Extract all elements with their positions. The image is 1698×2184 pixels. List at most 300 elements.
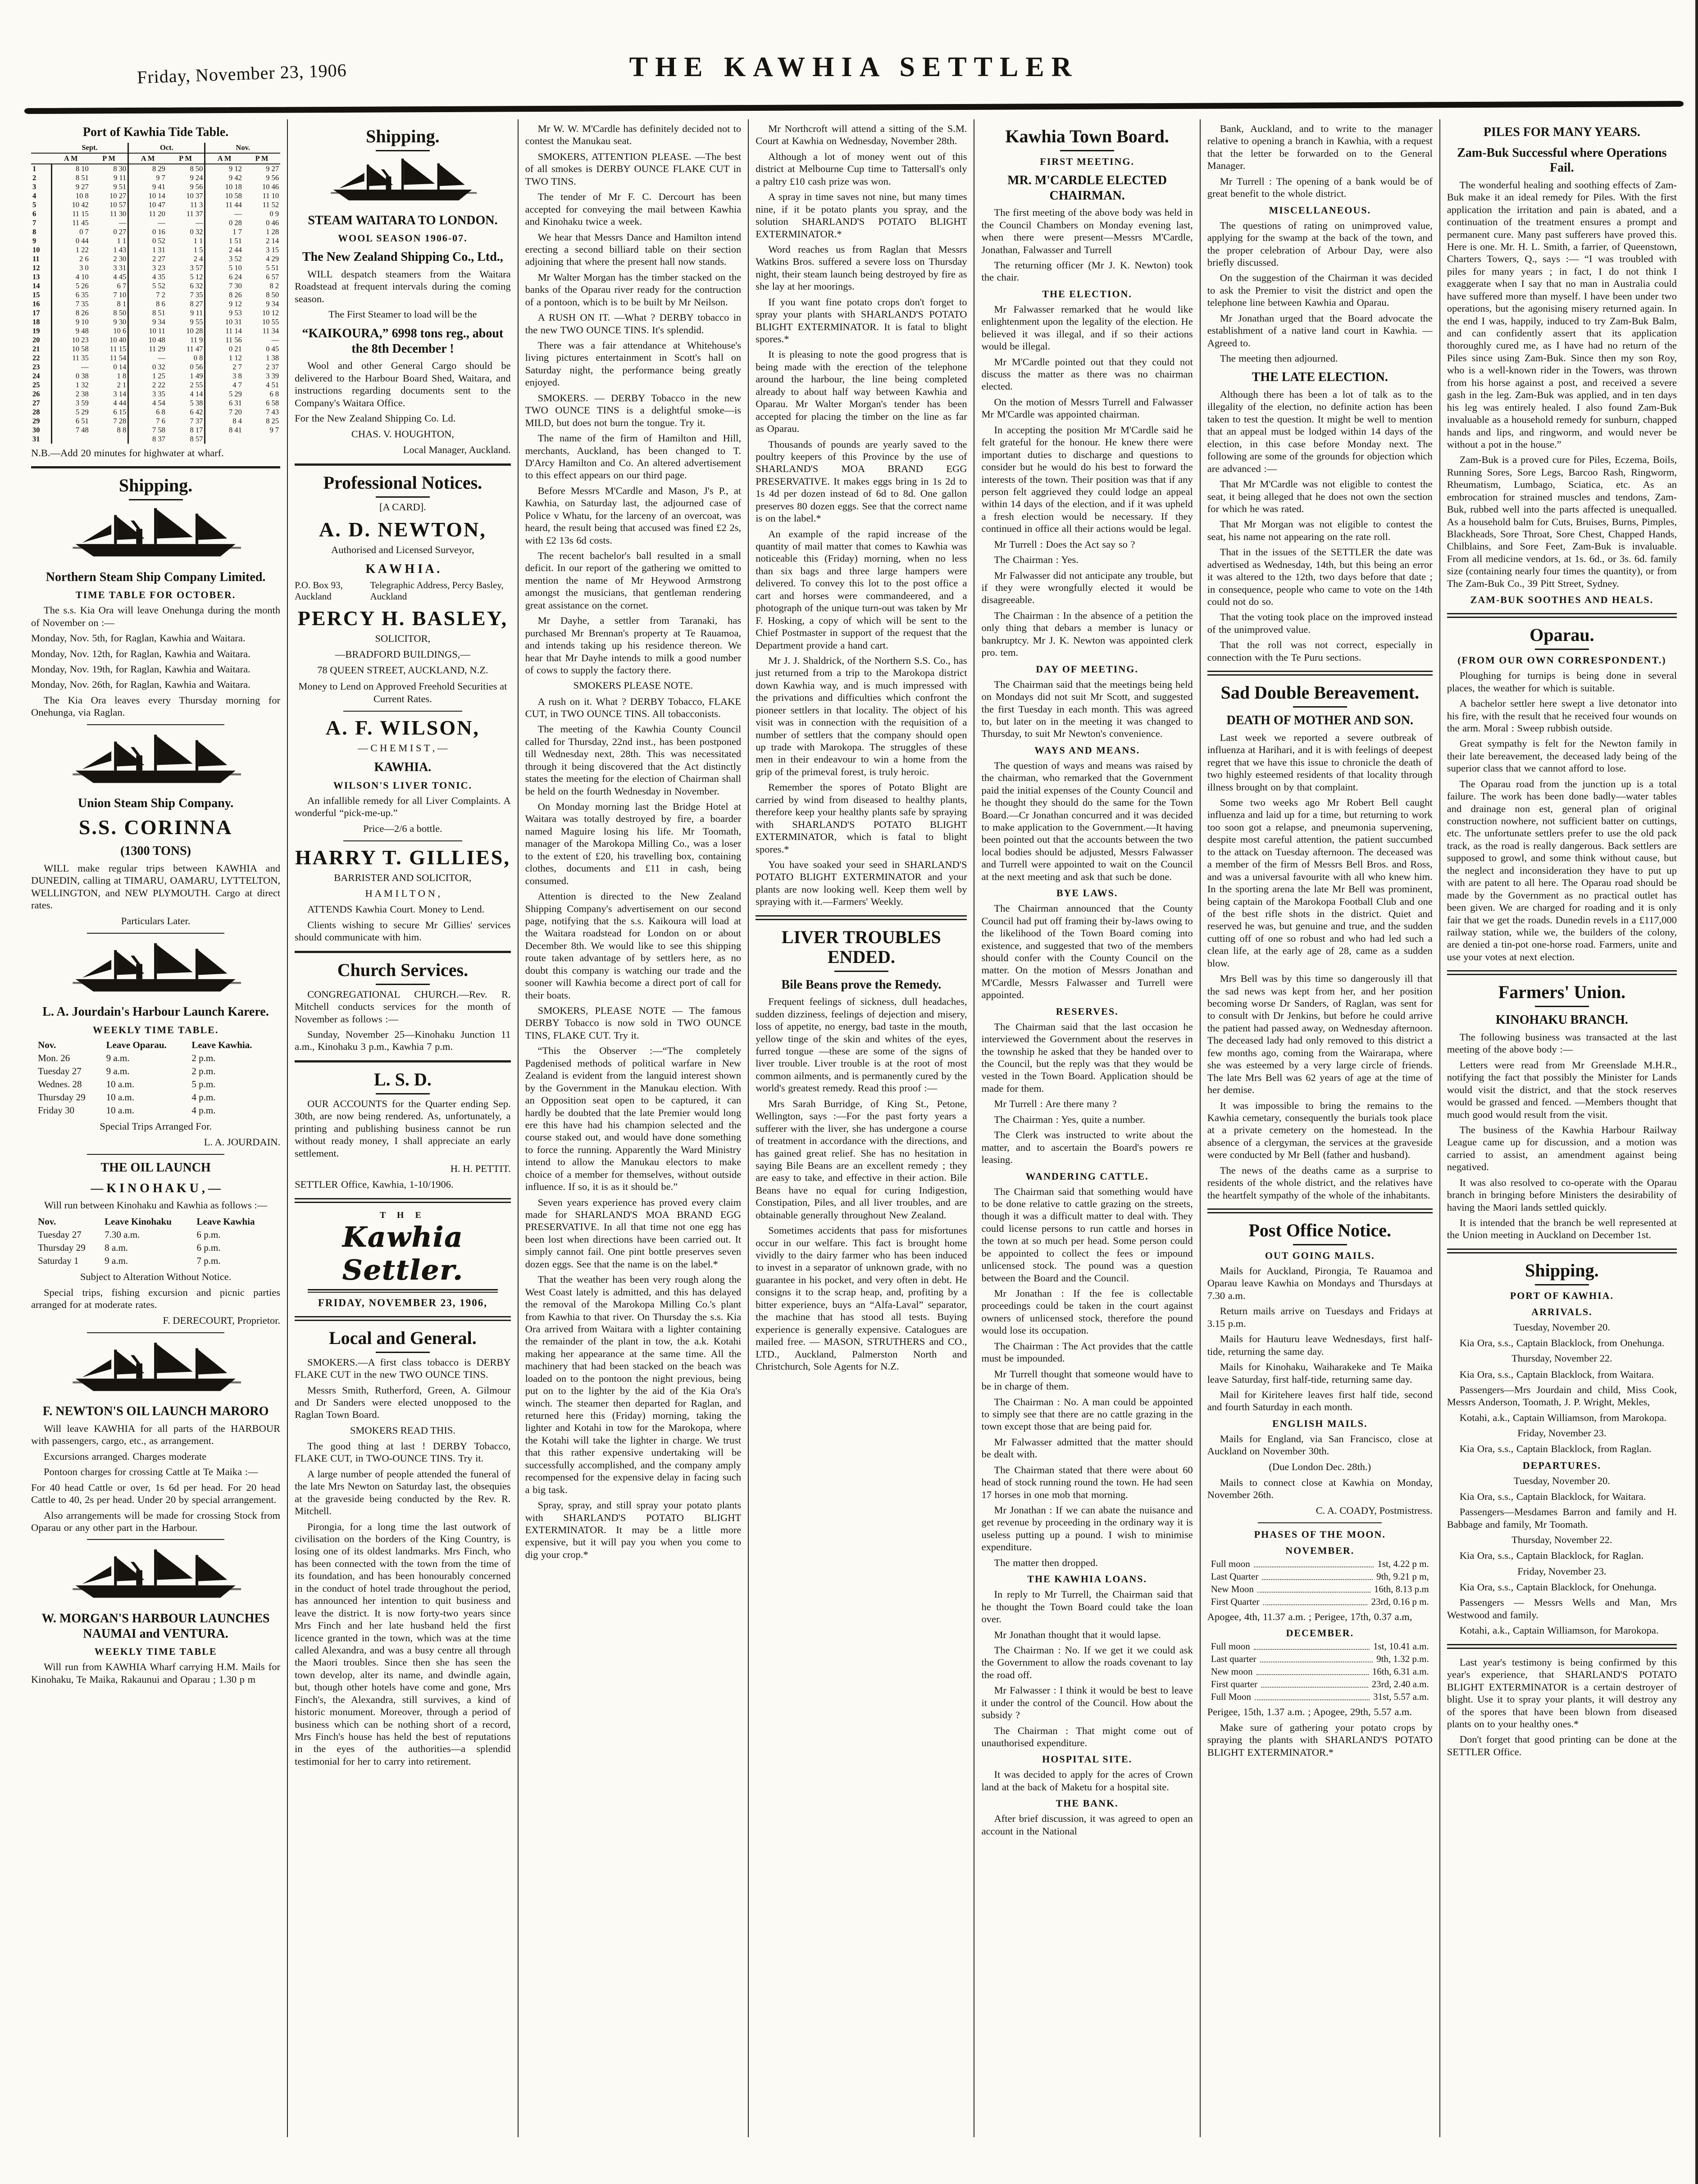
centered-line: The First Steamer to load will be the xyxy=(328,309,477,320)
tide-time: 6 8 xyxy=(128,408,167,417)
tide-time: 11 9 xyxy=(190,335,203,344)
tide-day: 16 xyxy=(32,299,40,308)
leader-dots xyxy=(1257,1592,1370,1593)
tide-day: 21 xyxy=(32,344,40,353)
tide-ampm: A M xyxy=(128,153,167,164)
tide-time: 3 59 xyxy=(52,399,90,408)
article-paragraph: Monday, Nov. 26th, for Raglan, Kawhia and Waitara. xyxy=(31,679,250,690)
centered-line: SMOKERS READ THIS. xyxy=(350,1424,455,1436)
article-paragraph: Don't forget that good printing can be done at the SETTLER Office. xyxy=(1447,1734,1677,1757)
tide-row xyxy=(31,272,280,282)
tide-time: 3 31 xyxy=(113,263,127,272)
masthead-name: Kawhia Settler. xyxy=(342,1220,464,1286)
centered-line: Money to Lend on Approved Freehold Securities at Current Rates. xyxy=(298,680,507,704)
article-paragraph: Ploughing for turnips is being done in several places, the weather for which is suitable. xyxy=(1447,670,1677,694)
tide-time: 3 52 xyxy=(205,254,243,263)
divider-rule xyxy=(31,466,280,468)
article-paragraph: The wonderful healing and soothing effects of Zam-Buk make it an ideal remedy for Piles. With the first application the irritation and pain is abated, and a continuation of the treatment ensures a prompt and permanent cure. Many past sufferers have proved this. Here is one. Mr. H. L. Smith, a farrier, of Queenstown, Charters Towers, Q., says :— “I was troubled with piles for many years ; in fact, I do not think I exaggerate when I say that no man in Australia could have suffered more than myself. I have been under two operations, but the agonising misery returned again. In the end I was, happily, induced to try Zam-Buk Balm, and can confidently assert that its application thoroughly cured me, as I have had no return of the Piles since using Zam-Buk. Since then my son Roy, who is a well-known rider in the Towers, was thrown from his horse against a post, and received a severe gash in the leg. Zam-Buk was applied, and in ten days his leg was entirely healed. I also found Zam-Buk invaluable as a household remedy for sunburn, chapped hands and lips, and ringworm, and would never be without a pot in the house.” xyxy=(1447,179,1677,450)
tide-time: 11 15 xyxy=(109,344,127,353)
divider-rule xyxy=(343,711,462,712)
tide-time: 10 40 xyxy=(109,335,127,344)
tide-time: 0 21 xyxy=(205,345,243,354)
article-paragraph: The Chairman : No. If we get it we could ask the Government to allow the roads covenant to lay the road off. xyxy=(981,1644,1193,1680)
article-paragraph: Kia Ora, s.s., Captain Blacklock, for Raglan. xyxy=(1459,1550,1644,1562)
tide-time: 10 18 xyxy=(205,182,243,191)
moon-phase-label: New moon xyxy=(1211,1666,1253,1677)
article-paragraph: Mail for Kiritehere leaves first half tide, second and fourth Saturday in each month. xyxy=(1207,1389,1433,1413)
moon-phase-time: 31st, 5.57 a.m. xyxy=(1373,1691,1429,1703)
tide-time: 5 26 xyxy=(52,282,90,291)
tide-day: 26 xyxy=(32,389,40,398)
tide-time: 11 37 xyxy=(186,209,203,218)
article-paragraph: The Chairman : In the absence of a petition the only thing that debars a member is lunacy or bankruptcy. Mr J. K. Newton was appointed clerk pro. tem. xyxy=(981,609,1193,658)
article-subheading: PILES FOR MANY YEARS. xyxy=(1483,125,1640,139)
article-paragraph: There was a fair attendance at Whitehouse's living pictures entertainment in Scott's hall on Saturday night, the performance being greatly enjoyed. xyxy=(525,340,742,388)
article-heading: Post Office Notice. xyxy=(1207,1221,1433,1245)
article-paragraph: The matter then dropped. xyxy=(994,1557,1098,1568)
tide-time: 3 57 xyxy=(190,263,203,272)
tide-time: 0 7 xyxy=(52,227,90,236)
article-paragraph: Kia Ora, s.s., Captain Blacklock, from Raglan. xyxy=(1459,1443,1652,1455)
article-heading: Local and General. xyxy=(295,1328,511,1353)
tide-time: 3 8 xyxy=(205,372,243,381)
timetable-cell: 5 p.m. xyxy=(191,1079,216,1090)
tide-time: 6 7 xyxy=(117,281,127,290)
tide-row xyxy=(31,363,280,372)
article-paragraph: Mr Falwasser remarked that he would like enlightenment upon the legality of the election. He believed it was illegal, and if so their actions would be illegal. xyxy=(981,303,1193,352)
article-paragraph: The Chairman : That might come out of unauthorised expenditure. xyxy=(981,1725,1193,1748)
tide-day: 12 xyxy=(32,263,40,272)
tide-time: 5 12 xyxy=(190,272,203,281)
moon-phase-row xyxy=(1211,1641,1429,1652)
article-paragraph: In accepting the position Mr M'Cardle said he felt grateful for the honour. He knew there were important duties to discharge and questions to consider but he would do his best to forward the interests of the town. Their position was that if any person felt aggrieved they could lodge an appeal within 14 days of the election, and if it was upheld a fresh election would be necessary. If they continued in office all their actions would be legal. xyxy=(981,424,1193,535)
article-paragraph: The Chairman announced that the County Council had put off framing their by-laws owing to the likelihood of the Town Board coming into existence, and suggested that two of the members should confer with the County Council on the matter. On the motion of Messrs Jonathan and M'Cardle, Messrs Falwasser and Turrell were appointed. xyxy=(981,903,1193,1001)
tide-row xyxy=(31,218,280,227)
tide-time: 11 45 xyxy=(52,218,90,227)
article-subheading: Zam-Buk Successful where Operations Fail. xyxy=(1457,145,1667,175)
timetable-header-cell: Leave Kawhia. xyxy=(191,1040,252,1051)
moon-phase-label: Full moon xyxy=(1211,1558,1250,1569)
article-paragraph: The question of ways and means was raised by the chairman, who remarked that the Government paid the initial expenses of the County Council and he thought they should do the same for the Town Board.—Cr Jonathan concurred and it was decided to make application to the Government.—It having been pointed out that the accounts between the two local bodies should be adjusted, Messrs Falwasser and Turrell were appointed to wait on the Council at the next meeting and ask that such be done. xyxy=(981,759,1193,882)
masthead-rule xyxy=(308,1289,498,1293)
article-paragraph: The s.s. Kia Ora will leave Onehunga during the month of November on :— xyxy=(31,604,281,628)
article-paragraph: The recent bachelor's ball resulted in a small deficit. In our report of the gathering we omitted to mention the name of Mr Heywood Armstrong amongst the musicians, that gentleman rendering great assistance on the cornet. xyxy=(525,550,742,611)
timetable-cell: 10 a.m. xyxy=(106,1079,135,1090)
moon-phase-time: 9th, 1.32 p.m. xyxy=(1376,1653,1429,1665)
article-subheading: The New Zealand Shipping Co., Ltd., xyxy=(302,250,503,264)
article-paragraph: ATTENDS Kawhia Court. Money to Lend. xyxy=(307,904,485,915)
tide-time: 4 54 xyxy=(128,399,167,408)
article-paragraph: Mails to connect close at Kawhia on Monday, November 26th. xyxy=(1207,1476,1433,1501)
tide-day: 23 xyxy=(32,362,40,371)
article-paragraph: Monday, Nov. 5th, for Raglan, Kawhia and Waitara. xyxy=(31,632,246,644)
tide-time: 7 2 xyxy=(128,291,167,300)
article-paragraph: Perigee, 15th, 1.37 a.m. ; Apogee, 29th, 5.57 a.m. xyxy=(1207,1706,1412,1718)
article-paragraph: That in the issues of the SETTLER the date was advertised as Wednesday, 14th, but this being an error it was altered to the 12th, two days before that date ; in consequence, people who came to vote on the 14th could not do so. xyxy=(1207,546,1433,608)
tide-time: 0 46 xyxy=(266,218,279,227)
tide-time: 8 41 xyxy=(205,426,243,435)
tide-time: 8 26 xyxy=(52,309,90,318)
article-paragraph: Last week we reported a severe outbreak of influenza at Harihari, and it is with feelings of deepest regret that we have this issue to chronicle the death of two highly esteemed residents of that locality through illness brought on by that complaint. xyxy=(1207,731,1433,793)
tide-row xyxy=(31,345,280,354)
tide-ampm: P M xyxy=(243,153,280,164)
section-subhead: WILSON'S LIVER TONIC. xyxy=(333,779,473,791)
article-subheading: KINOHAKU BRANCH. xyxy=(1495,1013,1628,1027)
tide-time: 10 46 xyxy=(262,182,279,191)
timetable-cell: 7.30 a.m. xyxy=(105,1229,140,1240)
tide-time: 8 30 xyxy=(113,164,127,173)
tide-time: 0 16 xyxy=(128,227,167,236)
timetable-cell: Thursday 29 xyxy=(38,1092,86,1103)
article-paragraph: SMOKERS.—A first class tobacco is DERBY FLAKE CUT in the new TWO OUNCE TINS. xyxy=(295,1356,511,1380)
tide-row xyxy=(31,309,280,318)
tide-time: 2 27 xyxy=(128,254,167,263)
article-paragraph: The Chairman said that the meetings being held on Mondays did not suit Mr Scott, and suggested the first Tuesday in each month. This was agreed to, but later on in the meeting it was changed to Thursday, to suit Mr Newton's convenience. xyxy=(981,678,1193,740)
article-paragraph: Messrs Smith, Rutherford, Green, A. Gilmour and Dr Sanders were elected unopposed to the Raglan Town Board. xyxy=(295,1384,511,1421)
tide-time: 10 8 xyxy=(52,191,90,200)
tide-time: 1 22 xyxy=(52,245,90,254)
article-paragraph: Kia Ora, s.s., Captain Blacklock, for Onehunga. xyxy=(1459,1581,1657,1593)
article-paragraph: Zam-Buk is a proved cure for Piles, Eczema, Boils, Running Sores, Sore Legs, Barcoo Rash, Ringworm, Rheumatism, Lumbago, Sciatica, etc. As an embrocation for strained muscles and tendons, Zam-Buk, rubbed well into the parts affected is unequalled. As a household balm for Cuts, Bruises, Burns, Pimples, Blackheads, Sore Throat, Sore Chest, Chapped Hands, Chilblains, and Sore Feet, Zam-Buk is invaluable. From all medicine vendors, at 1s. 6d., or 3s. 6d. family size (containing nearly four times the quantity), or from The Zam-Buk Co., 39 Pitt Street, Sydney. xyxy=(1447,454,1677,589)
article-subheading: Northern Steam Ship Company Limited. xyxy=(46,570,266,584)
tide-time: 0 8 xyxy=(193,353,203,362)
timetable-header-cell: Leave Oparau. xyxy=(106,1040,167,1051)
tide-time: 10 6 xyxy=(113,326,127,335)
tide-time: 5 51 xyxy=(266,263,279,272)
tide-row xyxy=(31,399,280,408)
article-paragraph: The good thing at last ! DERBY Tobacco, FLAKE CUT, in TWO-OUNCE TINS. Try it. xyxy=(295,1440,511,1464)
tide-time: 1 1 xyxy=(193,236,203,245)
signature-line: Local Manager, Auckland. xyxy=(403,444,511,455)
article-paragraph: Thousands of pounds are yearly saved to the poultry keepers of this Province by the use of SHARLAND'S MOA BRAND EGG PRESERVATIVE. It makes eggs bring in 1s 2d to 1s 4d per dozen instead of 6d to 8d. One gallon preserves 80 dozen eggs. See that the correct name is on the label.* xyxy=(756,438,967,524)
tide-row xyxy=(31,245,280,254)
tide-time: 8 37 xyxy=(128,435,167,444)
section-subhead: WEEKLY TIME TABLE. xyxy=(92,1024,219,1036)
tide-time: 9 24 xyxy=(190,173,203,182)
moon-phase-label: Full moon xyxy=(1211,1641,1250,1652)
tide-time: 8 27 xyxy=(190,299,203,308)
tide-time: 2 6 xyxy=(52,254,90,263)
tide-time: 8 50 xyxy=(113,308,127,317)
tide-time: 11 29 xyxy=(128,345,167,354)
article-subheading: (1300 TONS) xyxy=(120,844,191,858)
section-subhead: ENGLISH MAILS. xyxy=(1272,1417,1368,1429)
timetable-cell: Saturday 1 xyxy=(38,1255,79,1266)
tide-day: 20 xyxy=(32,335,40,344)
article-subheading: MR. M'CARDLE ELECTED CHAIRMAN. xyxy=(1007,173,1167,203)
article-paragraph: Mr Falwasser : I think it would be best to leave it under the control of the Council. How about the subsidy ? xyxy=(981,1685,1193,1721)
article-paragraph: A rush on it. What ? DERBY Tobacco, FLAKE CUT, in TWO OUNCE TINS. All tobacconists. xyxy=(525,695,742,719)
tide-time: 6 57 xyxy=(266,272,279,281)
moon-phase-label: New Moon xyxy=(1211,1583,1254,1594)
article-paragraph: WILL make regular trips between KAWHIA and DUNEDIN, calling at TIMARU, OAMARU, LYTTELTON, WELLINGTON, and NEW PLYMOUTH. Cargo at direct rates. xyxy=(31,862,281,911)
article-paragraph: Clients wishing to secure Mr Gillies' services should communicate with him. xyxy=(295,919,511,943)
timetable-cell: Friday 30 xyxy=(38,1105,75,1116)
article-paragraph: OUR ACCOUNTS for the Quarter ending Sep. 30th, are now being rendered. As, unfortunately, a printing and publishing business cannot be run without ready money, I shall appreciate an early settlement. xyxy=(295,1098,511,1159)
tide-time: — xyxy=(205,209,243,218)
tide-day: 29 xyxy=(32,416,40,425)
tide-time: 10 58 xyxy=(205,191,243,200)
section-subhead: DECEMBER. xyxy=(1286,1627,1354,1639)
leader-dots xyxy=(1254,1566,1374,1567)
moon-phase-label: Last quarter xyxy=(1211,1653,1256,1665)
tide-day: 11 xyxy=(32,254,40,263)
tide-time: 2 38 xyxy=(52,390,90,399)
divider-rule xyxy=(756,915,967,920)
article-paragraph: Mr Turrell : Are there many ? xyxy=(994,1098,1117,1110)
article-paragraph: A bachelor settler here swept a live detonator into his fire, with the result that he received four wounds on the arm. Moral : Sweep rubbish outside. xyxy=(1447,698,1677,734)
tide-time: 7 48 xyxy=(52,426,90,435)
timetable-cell: 10 a.m. xyxy=(106,1092,135,1103)
tide-time: 0 28 xyxy=(205,218,243,227)
section-subhead: HOSPITAL SITE. xyxy=(1042,1753,1133,1765)
article-paragraph: The first meeting of the above body was held in the Council Chambers on Monday evening last, when there were present—Messrs M'Cardle, Jonathan, Falwasser and Turrell xyxy=(981,207,1193,255)
article-paragraph: It is intended that the branch be well represented at the Union meeting in Auckland on December 1st. xyxy=(1447,1217,1677,1241)
article-paragraph: The news of the deaths came as a surprise to residents of the whole district, and the relatives have the heartfelt sympathy of the whole of the inhabitants. xyxy=(1207,1164,1433,1201)
moon-phase-label: First Quarter xyxy=(1211,1596,1260,1607)
tide-time: 3 23 xyxy=(128,263,167,272)
tide-time: 2 1 xyxy=(117,380,127,389)
article-heading: Shipping. xyxy=(31,476,280,500)
tide-time: 6 42 xyxy=(190,407,203,416)
tide-time: 0 9 xyxy=(269,209,279,218)
section-subhead: ARRIVALS. xyxy=(1531,1306,1593,1317)
tide-time: 5 52 xyxy=(128,282,167,291)
tide-time: 8 10 xyxy=(52,164,90,173)
moon-phase-label: Full Moon xyxy=(1211,1691,1252,1703)
timetable-cell: 2 p.m. xyxy=(191,1066,216,1077)
article-paragraph: Mr Dayhe, a settler from Taranaki, has purchased Mr Brennan's property at Te Rauamoa, and intends taking up his residence thereon. We hear that Mr Dayhe intends to milk a good number of cows to supply the factory there. xyxy=(525,615,742,676)
tide-day: 2 xyxy=(32,173,36,182)
tide-time: 2 37 xyxy=(266,362,279,371)
article-paragraph: The meeting then adjourned. xyxy=(1220,353,1338,364)
tide-time: 0 38 xyxy=(52,372,90,381)
article-paragraph: Apogee, 4th, 11.37 a.m. ; Perigee, 17th, 0.37 a.m, xyxy=(1207,1611,1412,1622)
article-paragraph: Monday, Nov. 19th, for Raglan, Kawhia and Waitara. xyxy=(31,663,250,675)
article-heading: Professional Notices. xyxy=(295,473,511,498)
moon-phase-list xyxy=(1207,1641,1433,1703)
tide-time: 10 47 xyxy=(128,200,167,209)
article-paragraph: An example of the rapid increase of the quantity of mail matter that comes to Kawhia was noticeable this (Friday) morning, when no less than six bags and three large hampers were delivered. To convey this lot to the post office a cart and horses were commandeered, and a photograph of the unique turn-out was taken by Mr F. Hosking, a copy of which will be sent to the Chief Postmaster in support of the request that the Department provide a hand cart. xyxy=(756,528,967,651)
tide-time: 9 51 xyxy=(113,182,127,191)
article-paragraph: Return mails arrive on Tuesdays and Fridays at 3.15 p.m. xyxy=(1207,1305,1433,1329)
centered-line: [A CARD]. xyxy=(379,501,426,513)
article-paragraph: Will run from KAWHIA Wharf carrying H.M. Mails for Kinohaku, Te Maika, Rakaunui and Oparau ; 1.30 p m xyxy=(31,1661,281,1685)
article-paragraph: The name of the firm of Hamilton and Hill, merchants, Auckland, has been changed to T. D'Arcy Hamilton and Co. An altered advertisement to this effect appears on our third page. xyxy=(525,432,742,481)
section-subhead: PORT OF KAWHIA. xyxy=(1510,1290,1614,1301)
address-right: Telegraphic Address, Percy Basley, Auckland xyxy=(370,579,504,602)
article-paragraph: On the suggestion of the Chairman it was decided to ask the Premier to visit the district and open the telephone line between Kawhia and Oparau. xyxy=(1207,272,1433,309)
article-paragraph: The Chairman : Yes. xyxy=(994,554,1079,566)
article-paragraph: WILL despatch steamers from the Waitara Roadstead at frequent intervals during the coming season. xyxy=(295,268,511,304)
article-paragraph: Letters were read from Mr Greenslade M.H.R., notifying the fact that possibly the Minister for Lands would visit the district, and that the stock reserves would be grassed and fenced. —Members thought that much good would result from the visit. xyxy=(1447,1059,1677,1120)
centered-line: Thursday, November 22. xyxy=(1511,1353,1612,1364)
moon-phase-row xyxy=(1211,1666,1429,1677)
article-subheading: STEAM WAITARA TO LONDON. xyxy=(308,213,498,227)
tide-time: — xyxy=(128,218,167,227)
timetable-cell: 9 a.m. xyxy=(106,1066,130,1077)
tide-time: 6 58 xyxy=(266,398,279,407)
article-paragraph: Mr Walter Morgan has the timber stacked on the banks of the Oparau river ready for the contruction of a pontoon, which is to be built by Mr Neilson. xyxy=(525,271,742,308)
tide-row xyxy=(31,336,280,345)
tide-time: 7 37 xyxy=(190,416,203,425)
article-paragraph: Mr Turrell thought that someone would have to be in charge of them. xyxy=(981,1368,1193,1392)
section-subhead: WOOL SEASON 1906-07. xyxy=(338,232,468,244)
tide-time: 11 47 xyxy=(186,344,203,353)
timetable-cell: Tuesday 27 xyxy=(38,1066,82,1077)
tide-row xyxy=(31,282,280,291)
tide-time: 9 56 xyxy=(266,173,279,182)
article-paragraph: For 40 head Cattle or over, 1s 6d per head. For 20 head Cattle to 40, 2s per head. Under 20 by special arrangement. xyxy=(31,1481,281,1506)
tide-time: 3 0 xyxy=(52,263,90,272)
tide-row xyxy=(31,227,280,236)
tide-day: 15 xyxy=(32,290,40,299)
tide-row xyxy=(31,318,280,327)
tide-row xyxy=(31,209,280,218)
tide-time: 8 8 xyxy=(117,425,127,434)
tide-time: 7 10 xyxy=(113,290,127,299)
tide-ampm: A M xyxy=(52,153,90,164)
tide-row xyxy=(31,254,280,263)
tide-time: 8 29 xyxy=(128,164,167,173)
article-paragraph: Mrs Bell was by this time so dangerously ill that the sad news was kept from her, and her position becoming worse Dr Sanders, of Raglan, was sent for to consult with Dr Jenkins, but before he could arrive the patient had passed away, on Wednesday afternoon. The deceased lady had only removed to this district a few months ago, coming from the Wairarapa, where she was esteemed by a very large circle of friends. The late Mrs Bell was 62 years of age at the time of her demise. xyxy=(1207,973,1433,1096)
tide-row xyxy=(31,300,280,309)
article-paragraph: Special trips, fishing excursion and picnic parties arranged for at moderate rates. xyxy=(31,1286,281,1311)
article-paragraph: Mr Northcroft will attend a sitting of the S.M. Court at Kawhia on Wednesday, November 28th. xyxy=(756,123,967,147)
tide-time: 11 3 xyxy=(190,200,203,209)
tide-time: 4 29 xyxy=(266,254,279,263)
article-paragraph: CONGREGATIONAL CHURCH.—Rev. R. Mitchell conducts services for the month of November as follows :— xyxy=(295,988,511,1025)
article-paragraph: On the motion of Messrs Turrell and Falwasser Mr M'Cardle was appointed chairman. xyxy=(981,396,1193,420)
article-subheading: Port of Kawhia Tide Table. xyxy=(82,125,229,139)
divider-rule xyxy=(295,1060,511,1062)
tide-corner xyxy=(31,143,52,153)
article-paragraph: “This the Observer :—“The completely Pagdenised methods of political warfare in New Zealand is evident from the languid interest shown by the Government in the Manukau election. With an Opposition seat open to be captured, it can hardly be doubted that the late Premier would long ere this have had his champion selected and the course staked out, and would have done something to force the running. Apparently the Ward Ministry intend to allow the Manukau electors to make choice of a member for themselves, without outside influence. If so, it is as it should be.” xyxy=(525,1045,742,1193)
article-paragraph: Frequent feelings of sickness, dull headaches, sudden dizziness, feelings of dejection and misery, loss of appetite, no energy, bad taste in the mouth, yellow tinge of the skin and whites of the eyes, furred tongue —these are some of the signs of liver trouble. Liver trouble is at the root of most common ailments, and is permanently cured by the world's greatest remedy. Read this proof :— xyxy=(756,996,967,1094)
section-subhead: WAYS AND MEANS. xyxy=(1034,744,1140,756)
tide-time xyxy=(52,435,90,444)
article-paragraph: Wool and other General Cargo should be delivered to the Harbour Board Shed, Waitara, and instructions regarding documents sent to the Company's Waitara Office. xyxy=(295,360,511,409)
article-paragraph: If you want fine potato crops don't forget to spray your plants with SHARLAND'S POTATO BLIGHT EXTERMINATOR. It is fatal to blight spores.* xyxy=(756,296,967,345)
article-paragraph: Passengers—Mesdames Barron and family and H. Babbage and family, Mr Toomath. xyxy=(1447,1506,1677,1530)
centered-line: Subject to Alteration Without Notice. xyxy=(80,1271,232,1282)
tide-row xyxy=(31,327,280,336)
tide-day: 3 xyxy=(32,182,36,191)
centered-line: —BRADFORD BUILDINGS,— xyxy=(335,649,470,660)
tide-time: 4 7 xyxy=(205,381,243,390)
tide-time: 9 55 xyxy=(190,317,203,326)
tide-month: Nov. xyxy=(205,143,280,153)
tide-time: 1 28 xyxy=(266,227,279,236)
tide-time: 9 27 xyxy=(52,182,90,191)
tide-time: 5 10 xyxy=(205,263,243,272)
article-paragraph: The Chairman : No. A man could be appointed to simply see that there are no cattle grazing in the town except those that are being paid for. xyxy=(981,1396,1193,1432)
tide-time: 7 58 xyxy=(128,426,167,435)
divider-rule xyxy=(1447,613,1677,618)
tide-time: 0 56 xyxy=(190,362,203,371)
tide-time: 1 51 xyxy=(205,236,243,245)
tide-time: 4 51 xyxy=(266,380,279,389)
tide-time: 0 32 xyxy=(128,363,167,372)
timetable-row xyxy=(36,1078,275,1091)
section-subhead: THE KAWHIA LOANS. xyxy=(1027,1573,1147,1585)
tide-day: 31 xyxy=(32,434,40,443)
tide-ampm-row xyxy=(31,153,280,164)
centered-line: SMOKERS PLEASE NOTE. xyxy=(573,680,693,691)
article-paragraph: Mails for Auckland, Pirongia, Te Rauamoa and Oparau leave Kawhia on Mondays and Thursdays at 7.30 a.m. xyxy=(1207,1265,1433,1301)
tide-time: 9 53 xyxy=(205,309,243,318)
article-paragraph: A spray in time saves not nine, but many times nine, if it be potato plants you spray, and the solution SHARLAND'S POTATO BLIGHT EXTERMINATOR.* xyxy=(756,191,967,240)
article-subheading: DEATH OF MOTHER AND SON. xyxy=(1226,713,1414,728)
tide-time: 1 49 xyxy=(190,371,203,380)
timetable-cell: 8 a.m. xyxy=(105,1242,128,1253)
tide-time: 0 27 xyxy=(113,227,127,236)
ship-engraving-icon xyxy=(31,731,280,791)
timetable-row xyxy=(36,1052,275,1065)
tide-time: 6 15 xyxy=(113,407,127,416)
divider-rule xyxy=(1207,671,1433,676)
tide-time: 7 35 xyxy=(52,300,90,309)
article-paragraph: Mr M'Cardle pointed out that they could not discuss the matter as there was no chairman elected. xyxy=(981,356,1193,392)
tide-time xyxy=(90,435,128,444)
columns xyxy=(24,119,1684,2137)
moon-phase-time: 16th, 6.31 a.m. xyxy=(1372,1666,1429,1677)
tide-time: 5 29 xyxy=(52,408,90,417)
column-5-kawhia-town-board xyxy=(974,119,1199,2137)
tide-row xyxy=(31,372,280,381)
article-paragraph: We hear that Messrs Dance and Hamilton intend erecting a second billiard table on their section adjoining that where the present hall now stands. xyxy=(525,231,742,268)
tide-row xyxy=(31,191,280,200)
tide-time: 9 12 xyxy=(205,300,243,309)
timetable-cell: 6 p.m. xyxy=(196,1242,221,1253)
tide-day: 4 xyxy=(32,191,36,200)
display-name: HARRY T. GILLIES, xyxy=(295,845,510,869)
column-4-local-general-and-bile-beans xyxy=(748,119,974,2137)
tide-time: — xyxy=(118,218,127,227)
article-paragraph: The returning officer (Mr J. K. Newton) took the chair. xyxy=(981,259,1193,283)
article-paragraph: SMOKERS, ATTENTION PLEASE. —The best of all smokes is DERBY OUNCE FLAKE CUT in TWO TINS. xyxy=(525,150,742,187)
tide-day: 17 xyxy=(32,308,40,317)
tide-time: 10 28 xyxy=(186,326,203,335)
tide-time: 0 14 xyxy=(113,362,127,371)
article-paragraph: Kotahi, a.k., Captain Williamson, from Marokopa. xyxy=(1459,1412,1666,1423)
article-paragraph: Mr J. J. Shaldrick, of the Northern S.S. Co., has just returned from a trip to the Marokopa district down Kawhia way, and is much impressed with the privations and difficulties which confront the pioneer settlers in that locality. The object of his visit was in connection with the requisition of a number of settlers that the company should open up trade with Marokopa. The struggles of these men in their endeavour to win a home from the grip of the primeval forest, is truly heroic. xyxy=(756,654,967,777)
page-header xyxy=(24,16,1684,104)
article-paragraph: Before Messrs M'Cardle and Mason, J's P., at Kawhia, on Saturday last, the adjourned case of Police v Whatu, for the larceny of an overcoat, was heard, the result being that accused was fined £2 2s, with £2 13s 6d costs. xyxy=(525,485,742,546)
tide-day: 14 xyxy=(32,281,40,290)
tide-ampm: A M xyxy=(205,153,243,164)
article-paragraph: The following business was transacted at the last meeting of the above body :— xyxy=(1447,1031,1677,1055)
centered-line: 78 QUEEN STREET, AUCKLAND, N.Z. xyxy=(317,664,488,676)
tide-time: 9 48 xyxy=(52,327,90,336)
tide-time: — xyxy=(128,354,167,363)
article-paragraph: The Chairman said that something would have to be done relative to cattle grazing on the streets, though it was a difficult matter to deal with. They could license persons to run cattle and horses in the town at so much per head. Some person could be appointed to collect the fees or impound unlicensed stock. The pound was a question between the Board and the Council. xyxy=(981,1185,1193,1284)
centered-line: Tuesday, November 20. xyxy=(1513,1475,1610,1486)
article-paragraph: Mr Jonathan thought that it would lapse. xyxy=(994,1629,1161,1640)
article-paragraph: The Chairman : The Act provides that the cattle must be impounded. xyxy=(981,1340,1193,1364)
section-subhead: BYE LAWS. xyxy=(1056,887,1118,899)
article-subheading: Union Steam Ship Company. xyxy=(77,796,234,811)
tide-time: 6 24 xyxy=(205,272,243,282)
divider-rule xyxy=(1447,1249,1677,1253)
tide-time: 2 30 xyxy=(113,254,127,263)
timetable-cell: 10 a.m. xyxy=(106,1105,135,1116)
article-paragraph: That Mr M'Cardle was not eligible to contest the seat, it being alleged that he does not own the section for which he was rated. xyxy=(1207,478,1433,514)
settler-masthead xyxy=(295,1210,511,1293)
tide-time: 1 32 xyxy=(52,381,90,390)
timetable-header-row xyxy=(36,1215,275,1228)
timetable-row xyxy=(36,1104,275,1117)
